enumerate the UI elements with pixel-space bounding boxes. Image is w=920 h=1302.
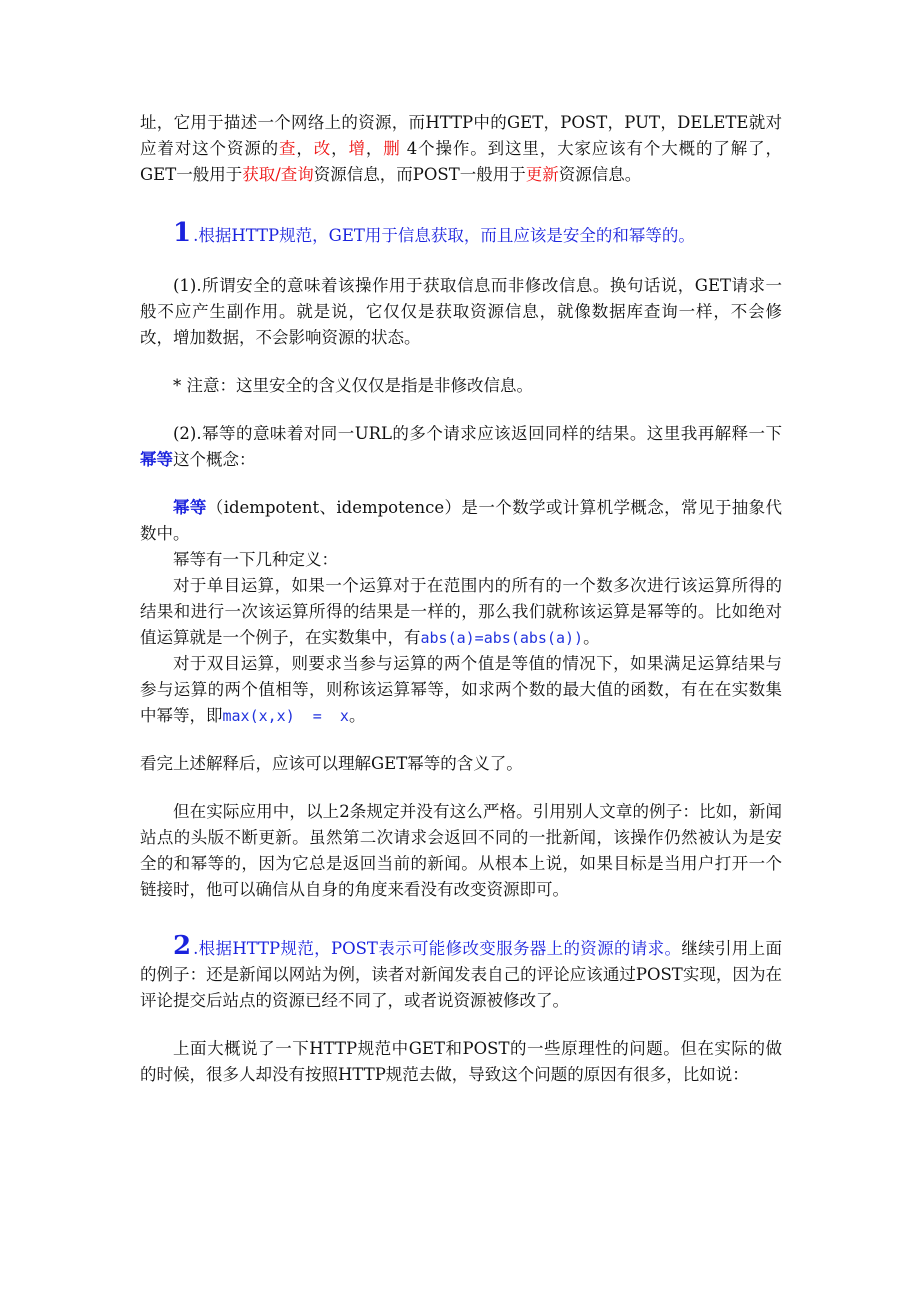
get-usage-highlight: 获取/查询 bbox=[242, 165, 314, 184]
section-heading-2 bbox=[140, 933, 782, 1014]
max-formula: max(x,x) = x bbox=[222, 707, 349, 725]
crud-query: 查 bbox=[278, 139, 297, 158]
paragraph-get-idempotent-summary: 看完上述解释后，应该可以理解GET幂等的含义了。 bbox=[140, 754, 523, 773]
text: 这个概念： bbox=[173, 450, 256, 469]
text: 4个操作。到这里，大家应该有个大概的了解了，GET一般用于 bbox=[140, 139, 783, 184]
section-number: 2 bbox=[173, 931, 192, 961]
section-heading-text: .根据HTTP规范，POST表示可能修改变服务器上的资源的请求。 bbox=[193, 939, 682, 958]
paragraph-idempotent-definition bbox=[140, 495, 782, 547]
paragraph-real-world-example: 但在实际应用中，以上2条规定并没有这么严格。引用别人文章的例子：比如，新闻站点的头版不断更新。虽然第二次请求会返回不同的一批新闻，该操作仍然被认为是安全的和幂等的，因为它总是返回当前的新闻。从根本上说，如果目标是当用户打开一个链接时，他可以确信从自身的角度来看没有改变资源即可。 bbox=[140, 802, 782, 899]
paragraph-idempotent-intro bbox=[140, 421, 782, 473]
text: （idempotent、idempotence）是一个数学或计算机学概念，常见于抽象代数中。 bbox=[140, 498, 782, 543]
text: 资源信息。 bbox=[558, 165, 642, 184]
idempotent-term: 幂等 bbox=[173, 498, 207, 517]
text: 对于单目运算，如果一个运算对于在范围内的所有的一个数多次进行该运算所得的结果和进行一次该运算所得的结果是一样的，那么我们就称该运算是幂等的。比如绝对值运算就是一个例子，在实数集中，有 bbox=[140, 576, 782, 647]
text: 对于双目运算，则要求当参与运算的两个值是等值的情况下，如果满足运算结果与参与运算的两个值相等，则称该运算幂等，如求两个数的最大值的函数，有在在实数集中幂等，即 bbox=[140, 654, 782, 725]
sep: ， bbox=[365, 139, 384, 158]
paragraph-unary-operation bbox=[140, 573, 782, 651]
crud-create: 增 bbox=[348, 139, 366, 158]
text: 址，它用于描述一个网络上的资源，而HTTP中的GET，POST，PUT，DELETE就对应着对这个资源的 bbox=[140, 113, 782, 158]
text: 。 bbox=[348, 706, 366, 725]
idempotent-term: 幂等 bbox=[140, 450, 173, 469]
crud-update: 改 bbox=[313, 139, 332, 158]
sep: ， bbox=[296, 139, 314, 158]
paragraph-practice-intro: 上面大概说了一下HTTP规范中GET和POST的一些原理性的问题。但在实际的做的时候，很多人却没有按照HTTP规范去做，导致这个问题的原因有很多，比如说： bbox=[140, 1039, 782, 1084]
post-usage-highlight: 更新 bbox=[525, 165, 559, 184]
text: (2).幂等的意味着对同一URL的多个请求应该返回同样的结果。这里我再解释一下 bbox=[173, 424, 782, 443]
paragraph-definitions-lead: 幂等有一下几种定义： bbox=[173, 550, 338, 569]
paragraph-safety-note: * 注意：这里安全的含义仅仅是指是非修改信息。 bbox=[173, 376, 533, 395]
abs-formula: abs(a)=abs(abs(a)) bbox=[420, 629, 584, 647]
section-number: 1 bbox=[173, 218, 192, 248]
text: 资源信息，而POST一般用于 bbox=[313, 165, 526, 184]
sep: ， bbox=[331, 139, 349, 158]
paragraph-safety: (1).所谓安全的意味着该操作用于获取信息而非修改信息。换句话说，GET请求一般不应产生副作用。就是说，它仅仅是获取资源信息，就像数据库查询一样，不会修改，增加数据，不会影响资源的状态。 bbox=[140, 276, 782, 347]
document-page bbox=[140, 110, 782, 1088]
section-heading-text: .根据HTTP规范，GET用于信息获取，而且应该是安全的和幂等的。 bbox=[193, 226, 695, 245]
paragraph-uri-intro bbox=[140, 110, 782, 188]
section-body-text: 继续引用上面的例子：还是新闻以网站为例，读者对新闻发表自己的评论应该通过POST实现，因为在评论提交后站点的资源已经不同了，或者说资源被修改了。 bbox=[140, 939, 782, 1010]
crud-delete: 删 bbox=[383, 139, 401, 158]
section-heading-1 bbox=[140, 218, 782, 251]
text: 。 bbox=[583, 628, 600, 647]
paragraph-binary-operation bbox=[140, 651, 782, 729]
